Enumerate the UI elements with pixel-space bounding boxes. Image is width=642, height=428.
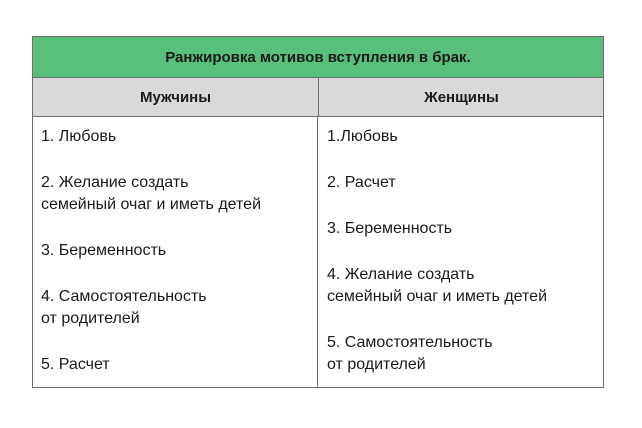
body-row bbox=[33, 117, 603, 387]
table-title: Ранжировка мотивов вступления в брак. bbox=[33, 37, 603, 78]
women-item-5: 5. Самостоятельность от родителей bbox=[327, 334, 493, 373]
women-item-3: 3. Беременность bbox=[327, 220, 453, 237]
men-item-3: 3. Беременность bbox=[41, 242, 167, 259]
men-column bbox=[33, 117, 318, 387]
motives-table bbox=[32, 36, 604, 388]
men-item-4: 4. Самостоятельность от родителей bbox=[41, 288, 207, 327]
women-column bbox=[318, 117, 603, 387]
men-item-5: 5. Расчет bbox=[41, 356, 110, 373]
men-item-2: 2. Желание создать семейный очаг и иметь детей bbox=[41, 174, 261, 213]
women-item-2: 2. Расчет bbox=[327, 174, 396, 191]
women-item-4: 4. Желание создать семейный очаг и иметь детей bbox=[327, 266, 547, 305]
women-item-1: 1.Любовь bbox=[327, 128, 398, 145]
header-men: Мужчины bbox=[33, 78, 319, 116]
header-women: Женщины bbox=[424, 88, 499, 106]
header-row bbox=[33, 78, 603, 117]
men-item-1: 1. Любовь bbox=[41, 128, 117, 145]
